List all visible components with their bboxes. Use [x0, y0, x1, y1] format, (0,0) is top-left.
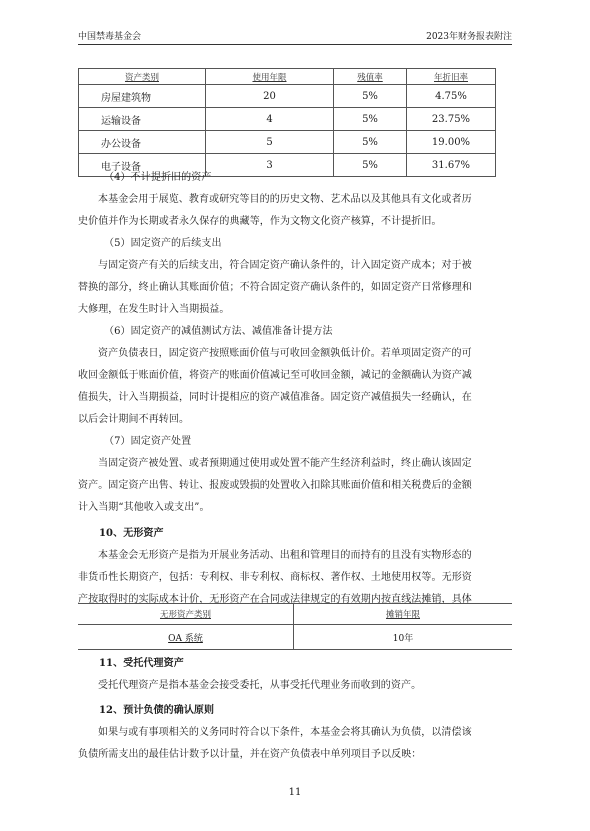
depreciation-rate-cell: 19.00% — [407, 131, 496, 154]
header-doc-title: 2023年财务报表附注 — [426, 32, 512, 42]
table-row — [79, 85, 496, 108]
paragraph-line: 史价值并作为长期或者永久保存的典藏等，作为文物文化资产核算，不计提折旧。 — [78, 216, 442, 227]
header-org-name: 中国禁毒基金会 — [78, 32, 142, 42]
paragraph-line: 本基金会用于展览、教育或研究等目的的历史文物、艺术品以及其他具有文化或者历 — [98, 194, 472, 205]
paragraph-line: 当固定资产被处置、或者预期通过使用或处置不能产生经济利益时，终止确认该固定 — [98, 458, 472, 469]
subsection-heading: （5）固定资产的后续支出 — [104, 238, 222, 249]
table-header-row — [78, 604, 512, 625]
depreciation-table — [78, 68, 496, 177]
useful-life-cell: 3 — [206, 154, 334, 177]
paragraph-line: 负债所需支出的最佳估计数予以计量，并在资产负债表中单列项目予以反映： — [78, 749, 422, 760]
useful-life-cell: 20 — [206, 85, 334, 108]
section-title: 11、受托代理资产 — [99, 658, 184, 669]
residual-rate-cell: 5% — [334, 108, 407, 131]
paragraph-line: 与固定资产有关的后续支出，符合固定资产确认条件的，计入固定资产成本；对于被 — [98, 260, 472, 271]
paragraph-line: 收回金额低于账面价值，将资产的账面价值减记至可收回金额，减记的金额确认为资产减 — [78, 370, 472, 381]
subsection-heading: （4）不计提折旧的资产 — [104, 172, 212, 183]
table-row — [79, 108, 496, 131]
column-header: 使用年限 — [206, 69, 334, 85]
paragraph-line: 大修理，在发生时计入当期损益。 — [78, 304, 230, 315]
depreciation-rate-cell: 23.75% — [407, 108, 496, 131]
column-header: 年折旧率 — [407, 69, 496, 85]
column-header: 无形资产类别 — [78, 604, 294, 625]
section-title: 12、预计负债的确认原则 — [99, 705, 215, 716]
intangible-asset-table — [78, 603, 512, 650]
useful-life-cell: 4 — [206, 108, 334, 131]
paragraph-line: 计入当期“其他收入或支出”。 — [78, 502, 210, 513]
paragraph-line: 受托代理资产是指本基金会接受委托，从事受托代理业务而收到的资产。 — [98, 680, 422, 691]
page-header — [78, 30, 512, 45]
subsection-heading: （6）固定资产的减值测试方法、减值准备计提方法 — [104, 326, 333, 337]
paragraph-line: 替换的部分，终止确认其账面价值；不符合固定资产确认条件的，如固定资产日常修理和 — [78, 282, 472, 293]
depreciation-rate-cell: 31.67% — [407, 154, 496, 177]
column-header: 残值率 — [334, 69, 407, 85]
paragraph-line: 本基金会无形资产是指为开展业务活动、出租和管理目的而持有的且没有实物形态的 — [98, 550, 472, 561]
residual-rate-cell: 5% — [334, 131, 407, 154]
useful-life-cell: 5 — [206, 131, 334, 154]
paragraph-line: 资产负债表日，固定资产按照账面价值与可收回金额孰低计价。若单项固定资产的可 — [98, 348, 472, 359]
paragraph-line: 以后会计期间不再转回。 — [78, 414, 190, 425]
paragraph-line: 如果与或有事项相关的义务同时符合以下条件，本基金会将其确认为负债，以清偿该 — [98, 727, 472, 738]
page-number: 11 — [288, 787, 302, 798]
depreciation-rate-cell: 4.75% — [407, 85, 496, 108]
asset-category-cell: 电子设备 — [79, 154, 206, 177]
intangible-category-cell: OA 系统 — [78, 625, 294, 650]
column-header: 资产类别 — [79, 69, 206, 85]
table-header-row — [79, 69, 496, 85]
table-row — [78, 625, 512, 650]
subsection-heading: （7）固定资产处置 — [104, 436, 192, 447]
paragraph-line: 非货币性长期资产，包括：专利权、非专利权、商标权、著作权、土地使用权等。无形资 — [78, 572, 472, 583]
table-row — [79, 131, 496, 154]
residual-rate-cell: 5% — [334, 85, 407, 108]
asset-category-cell: 房屋建筑物 — [79, 85, 206, 108]
residual-rate-cell: 5% — [334, 154, 407, 177]
column-header: 摊销年限 — [294, 604, 513, 625]
paragraph-line: 产按取得时的实际成本计价，无形资产在合同或法律规定的有效期内按直线法摊销，具体 — [78, 594, 472, 605]
asset-category-cell: 运输设备 — [79, 108, 206, 131]
amortization-years-cell: 10年 — [294, 625, 513, 650]
section-title: 10、无形资产 — [99, 528, 164, 539]
paragraph-line: 值损失，计入当期损益，同时计提相应的资产减值准备。固定资产减值损失一经确认，在 — [78, 392, 472, 403]
asset-category-cell: 办公设备 — [79, 131, 206, 154]
paragraph-line: 资产。固定资产出售、转让、报废或毁损的处置收入扣除其账面价值和相关税费后的金额 — [78, 480, 472, 491]
